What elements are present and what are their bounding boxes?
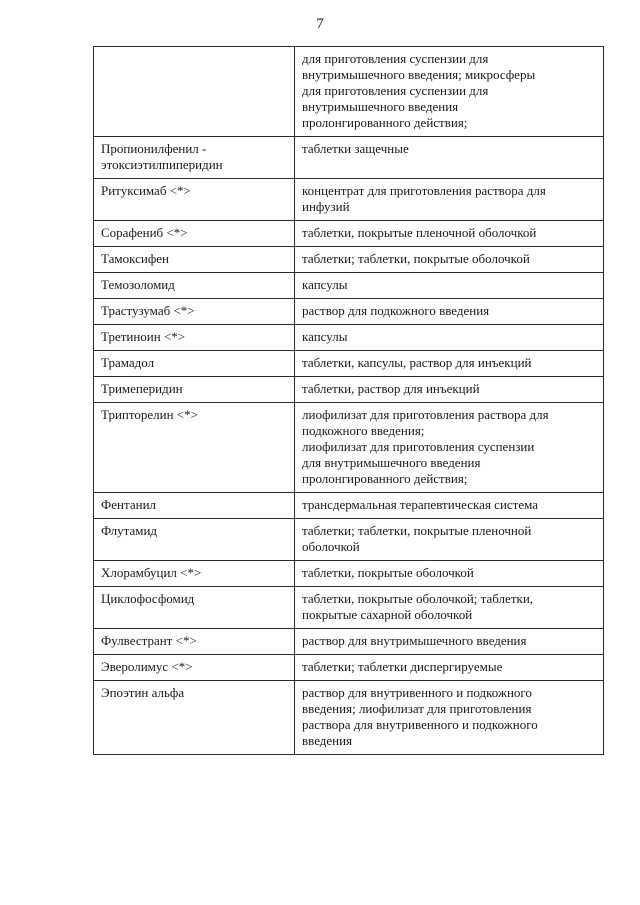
drug-name-line: Трастузумаб <*> [101, 303, 195, 318]
dosage-form-line: внутримышечного введения; микросферы [302, 67, 536, 82]
table-row [94, 47, 604, 137]
dosage-form-cell [295, 351, 604, 377]
dosage-form-line: раствор для внутривенного и подкожного [302, 685, 532, 700]
drug-name-cell [94, 221, 295, 247]
dosage-form-line: таблетки, покрытые оболочкой [302, 565, 474, 580]
dosage-form-line: таблетки, покрытые оболочкой; таблетки, [302, 591, 534, 606]
drug-name-cell [94, 377, 295, 403]
table-row [94, 519, 604, 561]
table-row [94, 221, 604, 247]
dosage-form-line: таблетки; таблетки, покрытые оболочкой [302, 251, 530, 266]
table-row [94, 493, 604, 519]
drug-name-cell [94, 403, 295, 493]
drug-name-line: Флутамид [101, 523, 158, 538]
drug-name-line: Сорафениб <*> [101, 225, 188, 240]
dosage-form-line: таблетки, покрытые пленочной оболочкой [302, 225, 537, 240]
drug-name-cell [94, 493, 295, 519]
dosage-form-line: подкожного введения; [302, 423, 425, 438]
dosage-form-cell [295, 179, 604, 221]
drug-table [93, 46, 604, 755]
dosage-form-line: для приготовления суспензии для [302, 83, 489, 98]
dosage-form-cell [295, 299, 604, 325]
dosage-form-line: таблетки, капсулы, раствор для инъекций [302, 355, 532, 370]
dosage-form-cell [295, 493, 604, 519]
dosage-form-line: введения [302, 733, 353, 748]
dosage-form-cell [295, 519, 604, 561]
table-row [94, 351, 604, 377]
table-row [94, 655, 604, 681]
drug-name-cell [94, 587, 295, 629]
drug-name-line: Третиноин <*> [101, 329, 186, 344]
dosage-form-line: для внутримышечного введения [302, 455, 481, 470]
table-row [94, 247, 604, 273]
table-body [94, 47, 604, 755]
dosage-form-line: капсулы [302, 277, 348, 292]
dosage-form-line: инфузий [302, 199, 350, 214]
drug-name-cell [94, 273, 295, 299]
drug-name-line: Ритуксимаб <*> [101, 183, 191, 198]
dosage-form-cell [295, 47, 604, 137]
page-number: 7 [316, 16, 324, 32]
table-row [94, 299, 604, 325]
drug-name-cell [94, 351, 295, 377]
drug-name-line: Циклофосфомид [101, 591, 195, 606]
drug-name-cell [94, 561, 295, 587]
dosage-form-line: трансдермальная терапевтическая система [302, 497, 539, 512]
table-row [94, 681, 604, 755]
dosage-form-cell [295, 273, 604, 299]
dosage-form-cell [295, 137, 604, 179]
dosage-form-line: лиофилизат для приготовления раствора для [302, 407, 549, 422]
dosage-form-line: лиофилизат для приготовления суспензии [302, 439, 535, 454]
dosage-form-line: концентрат для приготовления раствора для [302, 183, 546, 198]
drug-name-cell [94, 137, 295, 179]
drug-name-line: Тримеперидин [101, 381, 183, 396]
dosage-form-cell [295, 629, 604, 655]
dosage-form-line: оболочкой [302, 539, 360, 554]
dosage-form-line: внутримышечного введения [302, 99, 459, 114]
dosage-form-line: таблетки, раствор для инъекций [302, 381, 480, 396]
drug-name-cell [94, 325, 295, 351]
drug-name-line: Фулвестрант <*> [101, 633, 197, 648]
table-row [94, 179, 604, 221]
dosage-form-cell [295, 221, 604, 247]
drug-name-line: Темозоломид [101, 277, 175, 292]
dosage-form-cell [295, 403, 604, 493]
drug-name-line: Эверолимус <*> [101, 659, 193, 674]
drug-name-cell [94, 681, 295, 755]
drug-name-line: Трипторелин <*> [101, 407, 198, 422]
drug-name-cell [94, 47, 295, 137]
drug-name-cell [94, 519, 295, 561]
dosage-form-line: пролонгированного действия; [302, 115, 468, 130]
dosage-form-line: раствора для внутривенного и подкожного [302, 717, 538, 732]
dosage-form-line: для приготовления суспензии для [302, 51, 489, 66]
drug-name-line: Тамоксифен [101, 251, 169, 266]
dosage-form-line: капсулы [302, 329, 348, 344]
dosage-form-cell [295, 247, 604, 273]
drug-name-cell [94, 179, 295, 221]
drug-name-line: этоксиэтилпиперидин [101, 157, 223, 172]
drug-name-line: Хлорамбуцил <*> [101, 565, 202, 580]
dosage-form-line: покрытые сахарной оболочкой [302, 607, 473, 622]
table-row [94, 561, 604, 587]
drug-name-line: Трамадол [101, 355, 155, 370]
drug-name-cell [94, 655, 295, 681]
table-row [94, 273, 604, 299]
dosage-form-line: введения; лиофилизат для приготовления [302, 701, 532, 716]
table-row [94, 587, 604, 629]
table-row [94, 629, 604, 655]
table-row [94, 325, 604, 351]
drug-name-line: Фентанил [101, 497, 157, 512]
dosage-form-cell [295, 561, 604, 587]
dosage-form-line: раствор для подкожного введения [302, 303, 490, 318]
dosage-form-line: таблетки защечные [302, 141, 409, 156]
dosage-form-cell [295, 377, 604, 403]
dosage-form-cell [295, 655, 604, 681]
drug-name-cell [94, 247, 295, 273]
dosage-form-cell [295, 587, 604, 629]
table-row [94, 137, 604, 179]
drug-name-line: Пропионилфенил - [101, 141, 207, 156]
table-row [94, 403, 604, 493]
dosage-form-cell [295, 325, 604, 351]
dosage-form-line: таблетки; таблетки диспергируемые [302, 659, 503, 674]
drug-name-cell [94, 299, 295, 325]
dosage-form-line: раствор для внутримышечного введения [302, 633, 527, 648]
dosage-form-line: таблетки; таблетки, покрытые пленочной [302, 523, 532, 538]
drug-name-cell [94, 629, 295, 655]
table-row [94, 377, 604, 403]
drug-name-line: Эпоэтин альфа [101, 685, 185, 700]
dosage-form-cell [295, 681, 604, 755]
dosage-form-line: пролонгированного действия; [302, 471, 468, 486]
